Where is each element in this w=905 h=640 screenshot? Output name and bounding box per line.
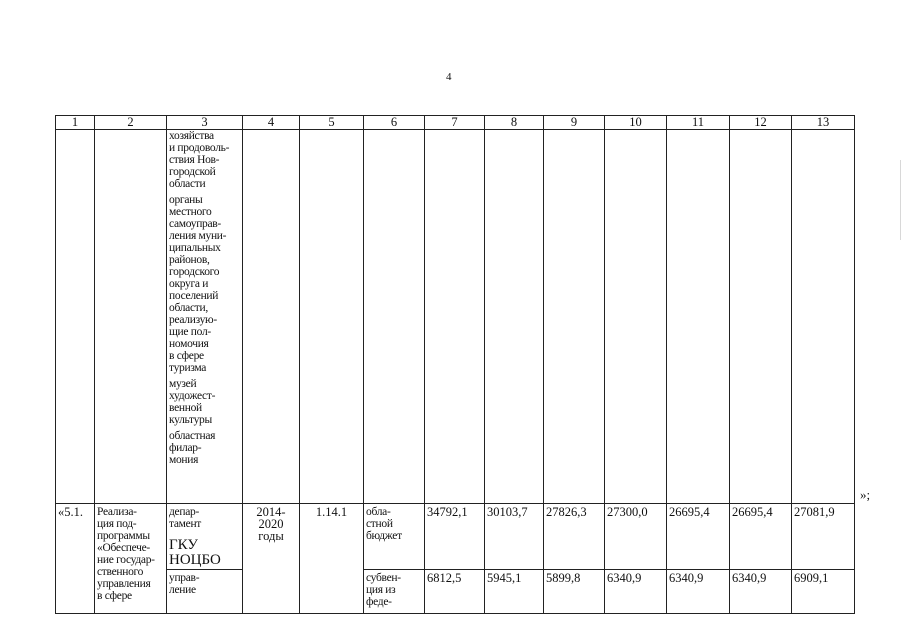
page-number: 4	[446, 71, 452, 83]
column-number: 3	[167, 116, 243, 130]
value-cell: 27300,0	[605, 504, 667, 570]
value-cell: 27826,3	[544, 504, 605, 570]
item-number: «5.1.	[56, 504, 95, 614]
value-cell: 26695,4	[667, 504, 730, 570]
table-cell	[56, 130, 95, 504]
closing-quote-mark: »;	[860, 487, 871, 502]
table-row	[56, 130, 855, 504]
column-number: 13	[792, 116, 855, 130]
executor-item: депар- тамент	[169, 506, 202, 530]
value-cell: 5945,1	[485, 570, 544, 614]
program-table	[55, 115, 855, 614]
value-cell: 6340,9	[730, 570, 792, 614]
value-cell: 6909,1	[792, 570, 855, 614]
indicator-number: 1.14.1	[300, 504, 364, 614]
executor-item: областная филар- мония	[169, 430, 216, 466]
executor-item: органы местного самоуправ- ления муни- ципальных районов, городского округа и поселений области, реализую- щие пол- номочия в сфере туризма	[169, 194, 227, 374]
column-number: 6	[364, 116, 425, 130]
executor-item: музей художест- венной культуры	[169, 378, 216, 426]
table-cell	[544, 130, 605, 504]
executor-cell: управ- ление	[167, 570, 243, 614]
activity-name: Реализа- ция под- программы «Обеспече- ние государ- ственного управления в сфере	[95, 504, 167, 614]
executors-cell	[167, 130, 243, 504]
table-cell	[243, 130, 300, 504]
funding-source: субвен- ция из феде-	[364, 570, 425, 614]
column-number: 1	[56, 116, 95, 130]
value-cell: 30103,7	[485, 504, 544, 570]
executor-cell	[167, 504, 243, 570]
column-number: 7	[425, 116, 485, 130]
funding-source: обла- стной бюджет	[364, 504, 425, 570]
table-cell	[730, 130, 792, 504]
column-number: 4	[243, 116, 300, 130]
value-cell: 6812,5	[425, 570, 485, 614]
table-cell	[792, 130, 855, 504]
table-cell	[364, 130, 425, 504]
table-cell	[425, 130, 485, 504]
value-cell: 34792,1	[425, 504, 485, 570]
column-number: 12	[730, 116, 792, 130]
column-number: 9	[544, 116, 605, 130]
value-cell: 5899,8	[544, 570, 605, 614]
table-row	[56, 504, 855, 570]
table-cell	[95, 130, 167, 504]
value-cell: 6340,9	[667, 570, 730, 614]
executor-item: хозяйства и продоволь- ствия Нов- городской области	[169, 130, 230, 190]
table-row	[56, 570, 855, 614]
value-cell: 26695,4	[730, 504, 792, 570]
table-cell	[300, 130, 364, 504]
column-number-row	[56, 116, 855, 130]
value-cell: 27081,9	[792, 504, 855, 570]
column-number: 8	[485, 116, 544, 130]
table-cell	[605, 130, 667, 504]
table-cell	[667, 130, 730, 504]
column-number: 2	[95, 116, 167, 130]
executor-item: ГКУ НОЦБО	[169, 537, 221, 568]
table-cell	[485, 130, 544, 504]
column-number: 11	[667, 116, 730, 130]
period-cell: 2014- 2020 годы	[243, 504, 300, 614]
column-number: 10	[605, 116, 667, 130]
value-cell: 6340,9	[605, 570, 667, 614]
scan-edge-mark	[900, 160, 901, 240]
column-number: 5	[300, 116, 364, 130]
